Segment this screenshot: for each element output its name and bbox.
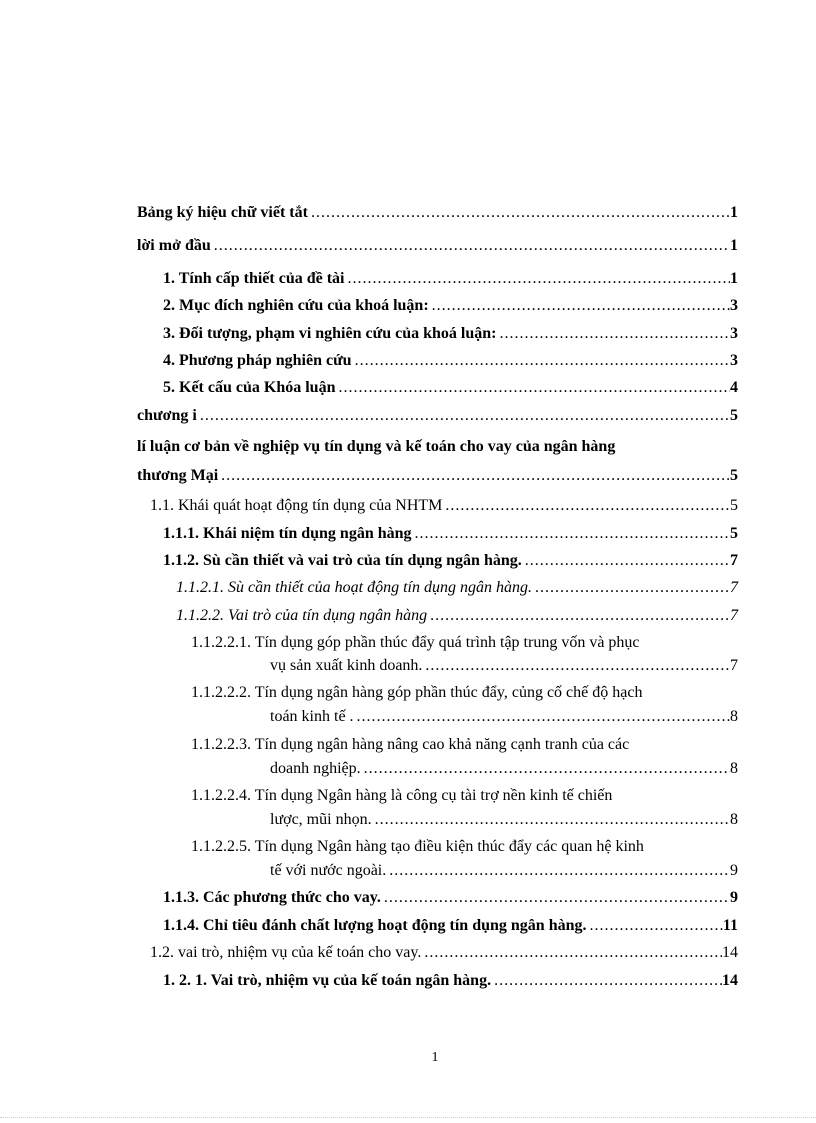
- toc-entry[interactable]: [270, 656, 738, 676]
- toc-entry-title-line1: 1.1.2.2.2. Tín dụng ngân hàng góp phần thúc đẩy, củng cố chế độ hạch: [191, 684, 643, 701]
- toc-entry-title: 1. Tính cấp thiết của đề tài: [163, 270, 345, 287]
- toc-entry-title: chương i: [137, 407, 197, 424]
- toc-entry-page: 8: [730, 708, 738, 725]
- toc-entry[interactable]: [163, 551, 738, 571]
- toc-entry[interactable]: [270, 759, 738, 779]
- toc-leader-dots: [200, 406, 730, 426]
- toc-entry[interactable]: [270, 810, 738, 830]
- toc-entry-title-line2: tế với nước ngoài.: [270, 862, 387, 879]
- toc-entry-page: 7: [730, 552, 738, 569]
- toc-entry[interactable]: [163, 916, 738, 936]
- toc-entry-title: lời mở đầu: [137, 237, 211, 254]
- toc-leader-dots: [384, 888, 730, 908]
- toc-entry-page: 9: [730, 889, 738, 906]
- toc-entry-title-line2: lược, mũi nhọn.: [270, 811, 372, 828]
- toc-leader-dots: [311, 203, 730, 223]
- toc-entry-title: 4. Phương pháp nghiên cứu: [163, 352, 352, 369]
- toc-leader-dots: [355, 351, 730, 371]
- toc-leader-dots: [445, 496, 730, 516]
- toc-entry[interactable]: [163, 971, 738, 991]
- toc-entry-page: 14: [722, 972, 738, 989]
- toc-entry[interactable]: [137, 406, 738, 426]
- toc-entry[interactable]: [163, 351, 738, 371]
- toc-entry-title-line1: 1.1.2.2.5. Tín dụng Ngân hàng tạo điều kiện thúc đẩy các quan hệ kinh: [191, 838, 644, 855]
- toc-entry-title: Bảng ký hiệu chữ viết tắt: [137, 204, 308, 221]
- toc-entry-title: 1.1.2.1. Sù cần thiết của hoạt động tín dụng ngân hàng.: [176, 579, 532, 596]
- toc-entry[interactable]: [163, 378, 738, 398]
- toc-entry-page: 1: [730, 237, 738, 254]
- toc-entry-page: 14: [722, 944, 738, 961]
- toc-leader-dots: [415, 524, 730, 544]
- toc-entry-page: 3: [730, 297, 738, 314]
- toc-entry-title-line2: doanh nghiệp.: [270, 760, 361, 777]
- toc-entry[interactable]: [176, 578, 738, 598]
- toc-entry-title-line2: thương Mại: [137, 467, 219, 484]
- toc-entry-title-line1: 1.1.2.2.3. Tín dụng ngân hàng nâng cao khả năng cạnh tranh của các: [191, 736, 630, 753]
- toc-entry-title-line1: lí luận cơ bản về nghiệp vụ tín dụng và kế toán cho vay của ngân hàng: [137, 438, 616, 455]
- page-number: 1: [431, 1050, 439, 1065]
- toc-entry[interactable]: [137, 236, 738, 256]
- toc-entry[interactable]: [176, 606, 738, 626]
- toc-entry-page: 5: [730, 525, 738, 542]
- toc-entry[interactable]: [163, 269, 738, 289]
- toc-leader-dots: [389, 861, 730, 881]
- toc-entry-page: 5: [730, 467, 738, 484]
- toc-entry-page: 5: [730, 407, 738, 424]
- toc-entry-title-line2: vụ sản xuất kinh doanh.: [270, 657, 423, 674]
- toc-entry-title-line1: 1.1.2.2.1. Tín dụng góp phần thúc đẩy quá trình tập trung vốn và phục: [191, 634, 640, 651]
- toc-entry-page: 3: [730, 352, 738, 369]
- toc-leader-dots: [494, 971, 722, 991]
- toc-leader-dots: [338, 378, 730, 398]
- page-edge-divider: [0, 1117, 816, 1118]
- toc-entry-title: 1.1.3. Các phương thức cho vay.: [163, 889, 381, 906]
- toc-entry[interactable]: [150, 943, 738, 963]
- toc-entry-page: 8: [730, 811, 738, 828]
- toc-entry[interactable]: [270, 707, 738, 727]
- toc-entry-page: 3: [730, 325, 738, 342]
- toc-entry[interactable]: [137, 203, 738, 223]
- toc-entry-title: 1.1.1. Khái niệm tín dụng ngân hàng: [163, 525, 412, 542]
- toc-leader-dots: [348, 269, 731, 289]
- toc-leader-dots: [357, 707, 730, 727]
- toc-entry-page: 9: [730, 862, 738, 879]
- toc-entry-page: 7: [730, 579, 738, 596]
- toc-leader-dots: [364, 759, 730, 779]
- toc-entry-title: 1.1.2. Sù cần thiết và vai trò của tín dụng ngân hàng.: [163, 552, 522, 569]
- toc-entry-title: 1. 2. 1. Vai trò, nhiệm vụ của kế toán ngân hàng.: [163, 972, 492, 989]
- toc-leader-dots: [432, 296, 730, 316]
- toc-entry-page: 7: [730, 607, 738, 624]
- toc-leader-dots: [375, 810, 730, 830]
- toc-leader-dots: [424, 943, 722, 963]
- toc-leader-dots: [499, 324, 730, 344]
- toc-entry[interactable]: [150, 496, 738, 516]
- toc-entry-page: 5: [730, 497, 738, 514]
- toc-leader-dots: [525, 551, 730, 571]
- toc-entry[interactable]: [270, 861, 738, 881]
- toc-entry-page: 1: [730, 270, 738, 287]
- toc-entry-page: 1: [730, 204, 738, 221]
- toc-leader-dots: [589, 916, 722, 936]
- toc-entry-title-line1: 1.1.2.2.4. Tín dụng Ngân hàng là công cụ tài trợ nền kinh tế chiến: [191, 787, 613, 804]
- toc-leader-dots: [535, 578, 730, 598]
- toc-entry[interactable]: [163, 324, 738, 344]
- toc-entry[interactable]: [163, 524, 738, 544]
- toc-entry-title: 2. Mục đích nghiên cứu của khoá luận:: [163, 297, 429, 314]
- toc-entry[interactable]: [163, 888, 738, 908]
- toc-leader-dots: [430, 606, 730, 626]
- toc-leader-dots: [214, 236, 730, 256]
- toc-leader-dots: [221, 466, 730, 486]
- toc-entry-title: 1.1.4. Chỉ tiêu đánh chất lượng hoạt động tín dụng ngân hàng.: [163, 917, 587, 934]
- toc-entry-title: 3. Đối tượng, phạm vi nghiên cứu của khoá luận:: [163, 325, 497, 342]
- toc-entry-page: 8: [730, 760, 738, 777]
- toc-entry-title: 5. Kết cấu của Khóa luận: [163, 379, 336, 396]
- toc-entry-title: 1.1.2.2. Vai trò của tín dụng ngân hàng: [176, 607, 428, 624]
- toc-leader-dots: [425, 656, 730, 676]
- toc-entry[interactable]: [163, 296, 738, 316]
- toc-entry[interactable]: [137, 466, 738, 486]
- toc-entry-page: 7: [730, 657, 738, 674]
- toc-entry-title: 1.2. vai trò, nhiệm vụ của kế toán cho vay.: [150, 944, 422, 961]
- toc-entry-page: 4: [730, 379, 738, 396]
- toc-entry-title: 1.1. Khái quát hoạt động tín dụng của NHTM: [150, 497, 443, 514]
- toc-entry-page: 11: [722, 917, 738, 934]
- toc-entry-title-line2: toán kinh tế .: [270, 708, 354, 725]
